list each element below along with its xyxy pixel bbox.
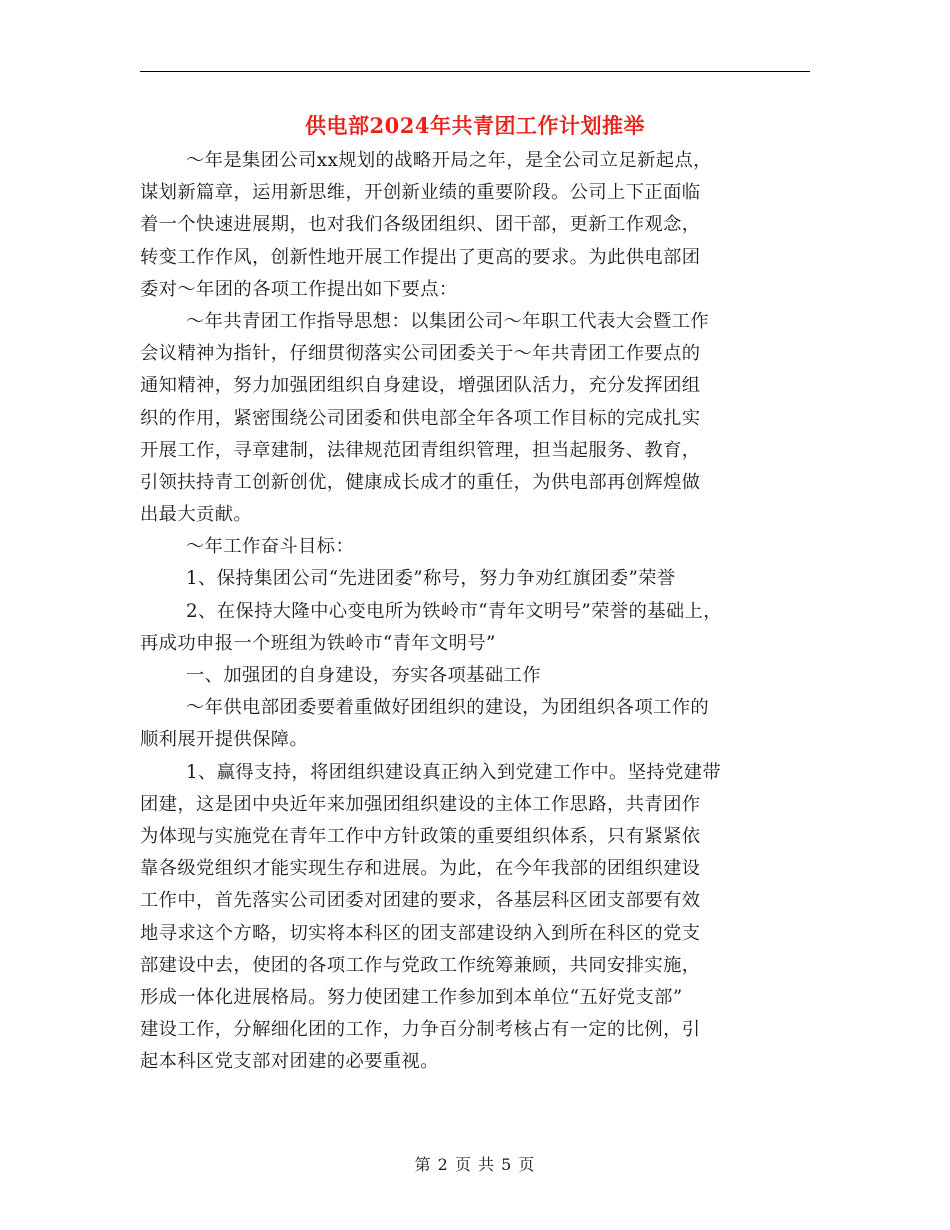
text-line: 靠各级党组织才能实现生存和进展。为此，在今年我部的团组织建设 xyxy=(140,858,701,880)
text-line: 部建设中去，使团的各项工作与党政工作统筹兼顾，共同安排实施， xyxy=(140,954,701,976)
text-line: 地寻求这个方略，切实将本科区的团支部建设纳入到所在科区的党支 xyxy=(140,922,701,944)
text-line: 着一个快速进展期，也对我们各级团组织、团干部，更新工作观念， xyxy=(140,214,701,236)
text-line: 会议精神为指针，仔细贯彻落实公司团委关于～年共青团工作要点的 xyxy=(140,343,701,365)
text-line: 通知精神，努力加强团组织自身建设，增强团队活力，充分发挥团组 xyxy=(140,375,701,397)
text-line: 出最大贡献。 xyxy=(140,504,253,526)
text-line: 为体现与实施党在青年工作中方针政策的重要组织体系，只有紧紧依 xyxy=(140,825,701,847)
text-line: 委对～年团的各项工作提出如下要点： xyxy=(140,278,458,300)
text-line: ～年共青团工作指导思想：以集团公司～年职工代表大会暨工作 xyxy=(186,310,710,332)
text-line: 形成一体化进展格局。努力使团建工作参加到本单位“五好党支部” xyxy=(140,986,683,1008)
text-line: 开展工作，寻章建制，法律规范团青组织管理，担当起服务、教育， xyxy=(140,439,701,461)
document-body xyxy=(140,145,830,1078)
text-line: ～年工作奋斗目标： xyxy=(186,536,355,558)
header-rule xyxy=(140,71,810,72)
text-line: 织的作用，紧密围绕公司团委和供电部全年各项工作目标的完成扎实 xyxy=(140,407,701,429)
text-line: 引领扶持青工创新创优，健康成长成才的重任，为供电部再创辉煌做 xyxy=(140,471,701,493)
text-line: 工作中，首先落实公司团委对团建的要求，各基层科区团支部要有效 xyxy=(140,890,701,912)
text-line: 团建，这是团中央近年来加强团组织建设的主体工作思路，共青团作 xyxy=(140,793,701,815)
document-title: 供电部2024年共青团工作计划推举 xyxy=(305,113,645,138)
text-line: 建设工作，分解细化团的工作，力争百分制考核占有一定的比例，引 xyxy=(140,1019,701,1041)
text-line: 2、在保持大隆中心变电所为铁岭市“青年文明号”荣誉的基础上， xyxy=(186,600,722,622)
text-line: ～年是集团公司xx规划的战略开局之年，是全公司立足新起点， xyxy=(186,150,712,171)
text-line: 起本科区党支部对团建的必要重视。 xyxy=(140,1051,439,1073)
text-line: 1、保持集团公司“先进团委”称号，努力争劝红旗团委”荣誉 xyxy=(186,568,676,590)
text-line: 1、赢得支持，将团组织建设真正纳入到党建工作中。坚持党建带 xyxy=(186,761,722,783)
text-line: 顺利展开提供保障。 xyxy=(140,729,309,751)
text-line: 谋划新篇章，运用新思维，开创新业绩的重要阶段。公司上下正面临 xyxy=(140,182,701,204)
text-line: 转变工作作风，创新性地开展工作提出了更高的要求。为此供电部团 xyxy=(140,246,701,268)
text-line: 一、加强团的自身建设，夯实各项基础工作 xyxy=(186,665,541,686)
text-line: 再成功申报一个班组为铁岭市“青年文明号” xyxy=(140,632,496,654)
page-footer: 第 2 页 共 5 页 xyxy=(414,1155,536,1174)
text-line: ～年供电部团委要着重做好团组织的建设，为团组织各项工作的 xyxy=(186,697,710,719)
